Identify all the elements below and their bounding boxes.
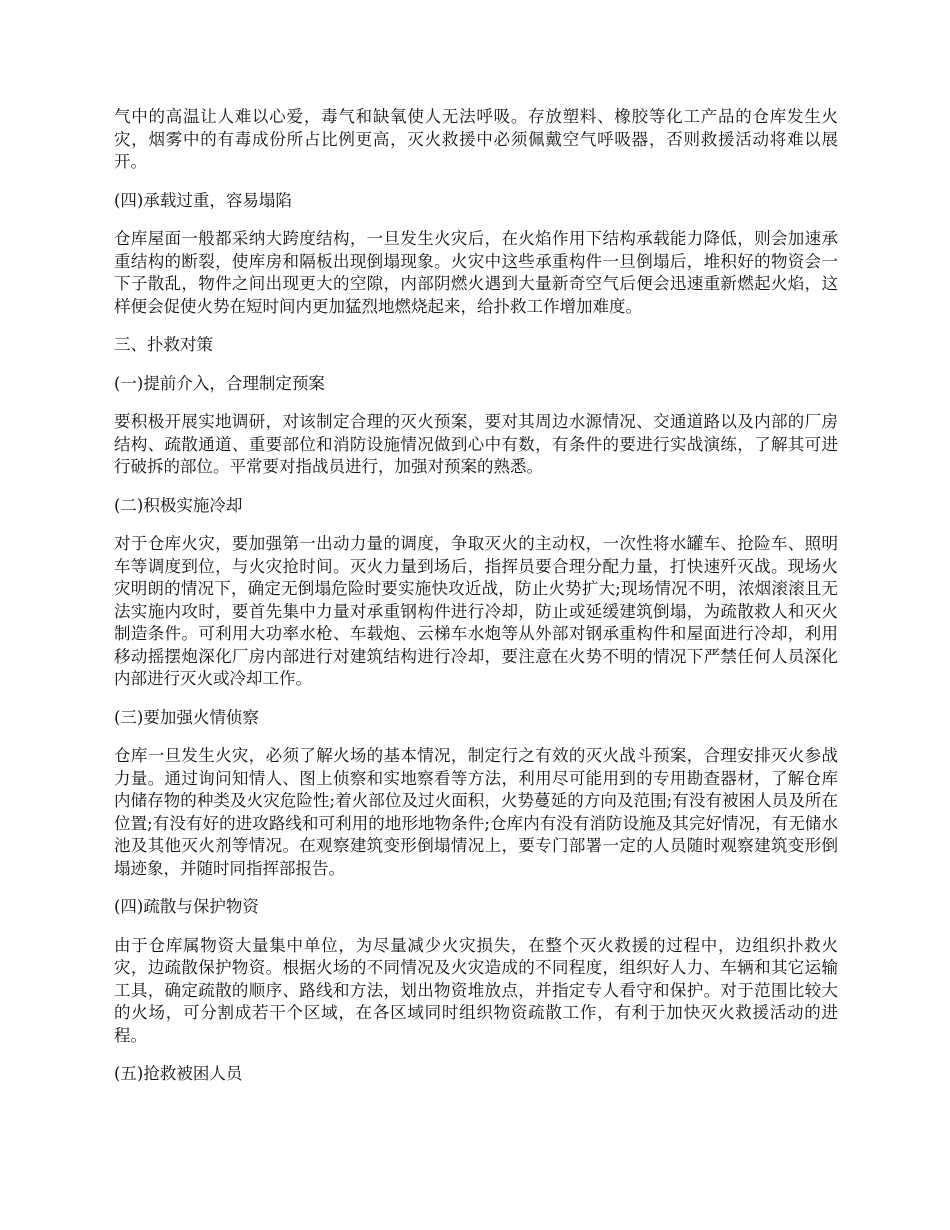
heading-overload-collapse: (四)承载过重，容易塌陷 <box>114 190 292 210</box>
heading-rescue-trapped: (五)抢救被困人员 <box>114 1064 243 1083</box>
heading-cooling: (二)积极实施冷却 <box>114 495 243 515</box>
paragraph-fire-situation: 仓库一旦发生火灾，必须了解火场的基本情况，制定行之有效的灭火战斗预案，合理安排灭火参战力量。通过询问知情人、图上侦察和实地察看等方法，利用尽可能用到的专用勘查器材，了解仓库内储存物的种类及火灾危险性;着火部位及过火面积，火势蔓延的方向及范围;有没有被困人员及所在位置;有没有好的进攻路线和可利用的地形地物条件;仓库内有没有消防设施及其完好情况，有无储水池及其他灭火剂等情况。在观察建筑变形倒塌情况上，要专门部署一定的人员随时观察建筑变形倒塌迹象，并随时同指挥部报告。 <box>114 746 838 878</box>
heading-countermeasures: 三、扑救对策 <box>114 335 213 354</box>
document-page <box>114 106 838 1102</box>
heading-reconnaissance: (三)要加强火情侦察 <box>114 707 259 727</box>
heading-evacuate-goods: (四)疏散与保护物资 <box>114 897 259 916</box>
heading-plan-ahead: (一)提前介入，合理制定预案 <box>114 373 325 393</box>
paragraph-toxic-smoke: 气中的高温让人难以心爱，毒气和缺氧使人无法呼吸。存放塑料、橡胶等化工产品的仓库发生火灾，烟雾中的有毒成份所占比例更高，灭火救援中必须佩戴空气呼吸器，否则救援活动将难以展开。 <box>114 107 838 171</box>
paragraph-field-research: 要积极开展实地调研，对该制定合理的灭火预案，要对其周边水源情况、交通道路以及内部的厂房结构、疏散通道、重要部位和消防设施情况做到心中有数，有条件的要进行实战演练，了解其可进行破拆的部位。平常要对指战员进行，加强对预案的熟悉。 <box>114 412 838 476</box>
paragraph-roof-structure: 仓库屋面一般都采纳大跨度结构，一旦发生火灾后，在火焰作用下结构承载能力降低，则会加速承重结构的断裂，使库房和隔板出现倒塌现象。火灾中这些承重构件一旦倒塌后，堆积好的物资会一下子散乱，物件之间出现更大的空隙，内部阴燃火遇到大量新奇空气后便会迅速重新燃起火焰，这样便会促使火势在短时间内更加猛烈地燃烧起来，给扑救工作增加难度。 <box>114 229 838 316</box>
paragraph-material-evacuation: 由于仓库属物资大量集中单位，为尽量减少火灾损失，在整个灭火救援的过程中，边组织扑救火灾，边疏散保护物资。根据火场的不同情况及火灾造成的不同程度，组织好人力、车辆和其它运输工具，确定疏散的顺序、路线和方法，划出物资堆放点，并指定专人看守和保护。对于范围比较大的火场，可分割成若干个区域，在各区域同时组织物资疏散工作，有利于加快灭火救援活动的进程。 <box>114 935 838 1045</box>
paragraph-first-dispatch: 对于仓库火灾，要加强第一出动力量的调度，争取灭火的主动权，一次性将水罐车、抢险车、照明车等调度到位，与火灾抢时间。灭火力量到场后，指挥员要合理分配力量，打快速歼灭战。现场火灾明朗的情况下，确定无倒塌危险时要实施快攻近战，防止火势扩大;现场情况不明，浓烟滚滚且无法实施内攻时，要首先集中力量对承重钢构件进行冷却，防止或延缓建筑倒塌，为疏散救人和灭火制造条件。可利用大功率水枪、车载炮、云梯车水炮等从外部对钢承重构件和屋面进行冷却，利用移动摇摆炮深化厂房内部进行对建筑结构进行冷却，要注意在火势不明的情况下严禁任何人员深化内部进行灭火或冷却工作。 <box>114 534 838 688</box>
